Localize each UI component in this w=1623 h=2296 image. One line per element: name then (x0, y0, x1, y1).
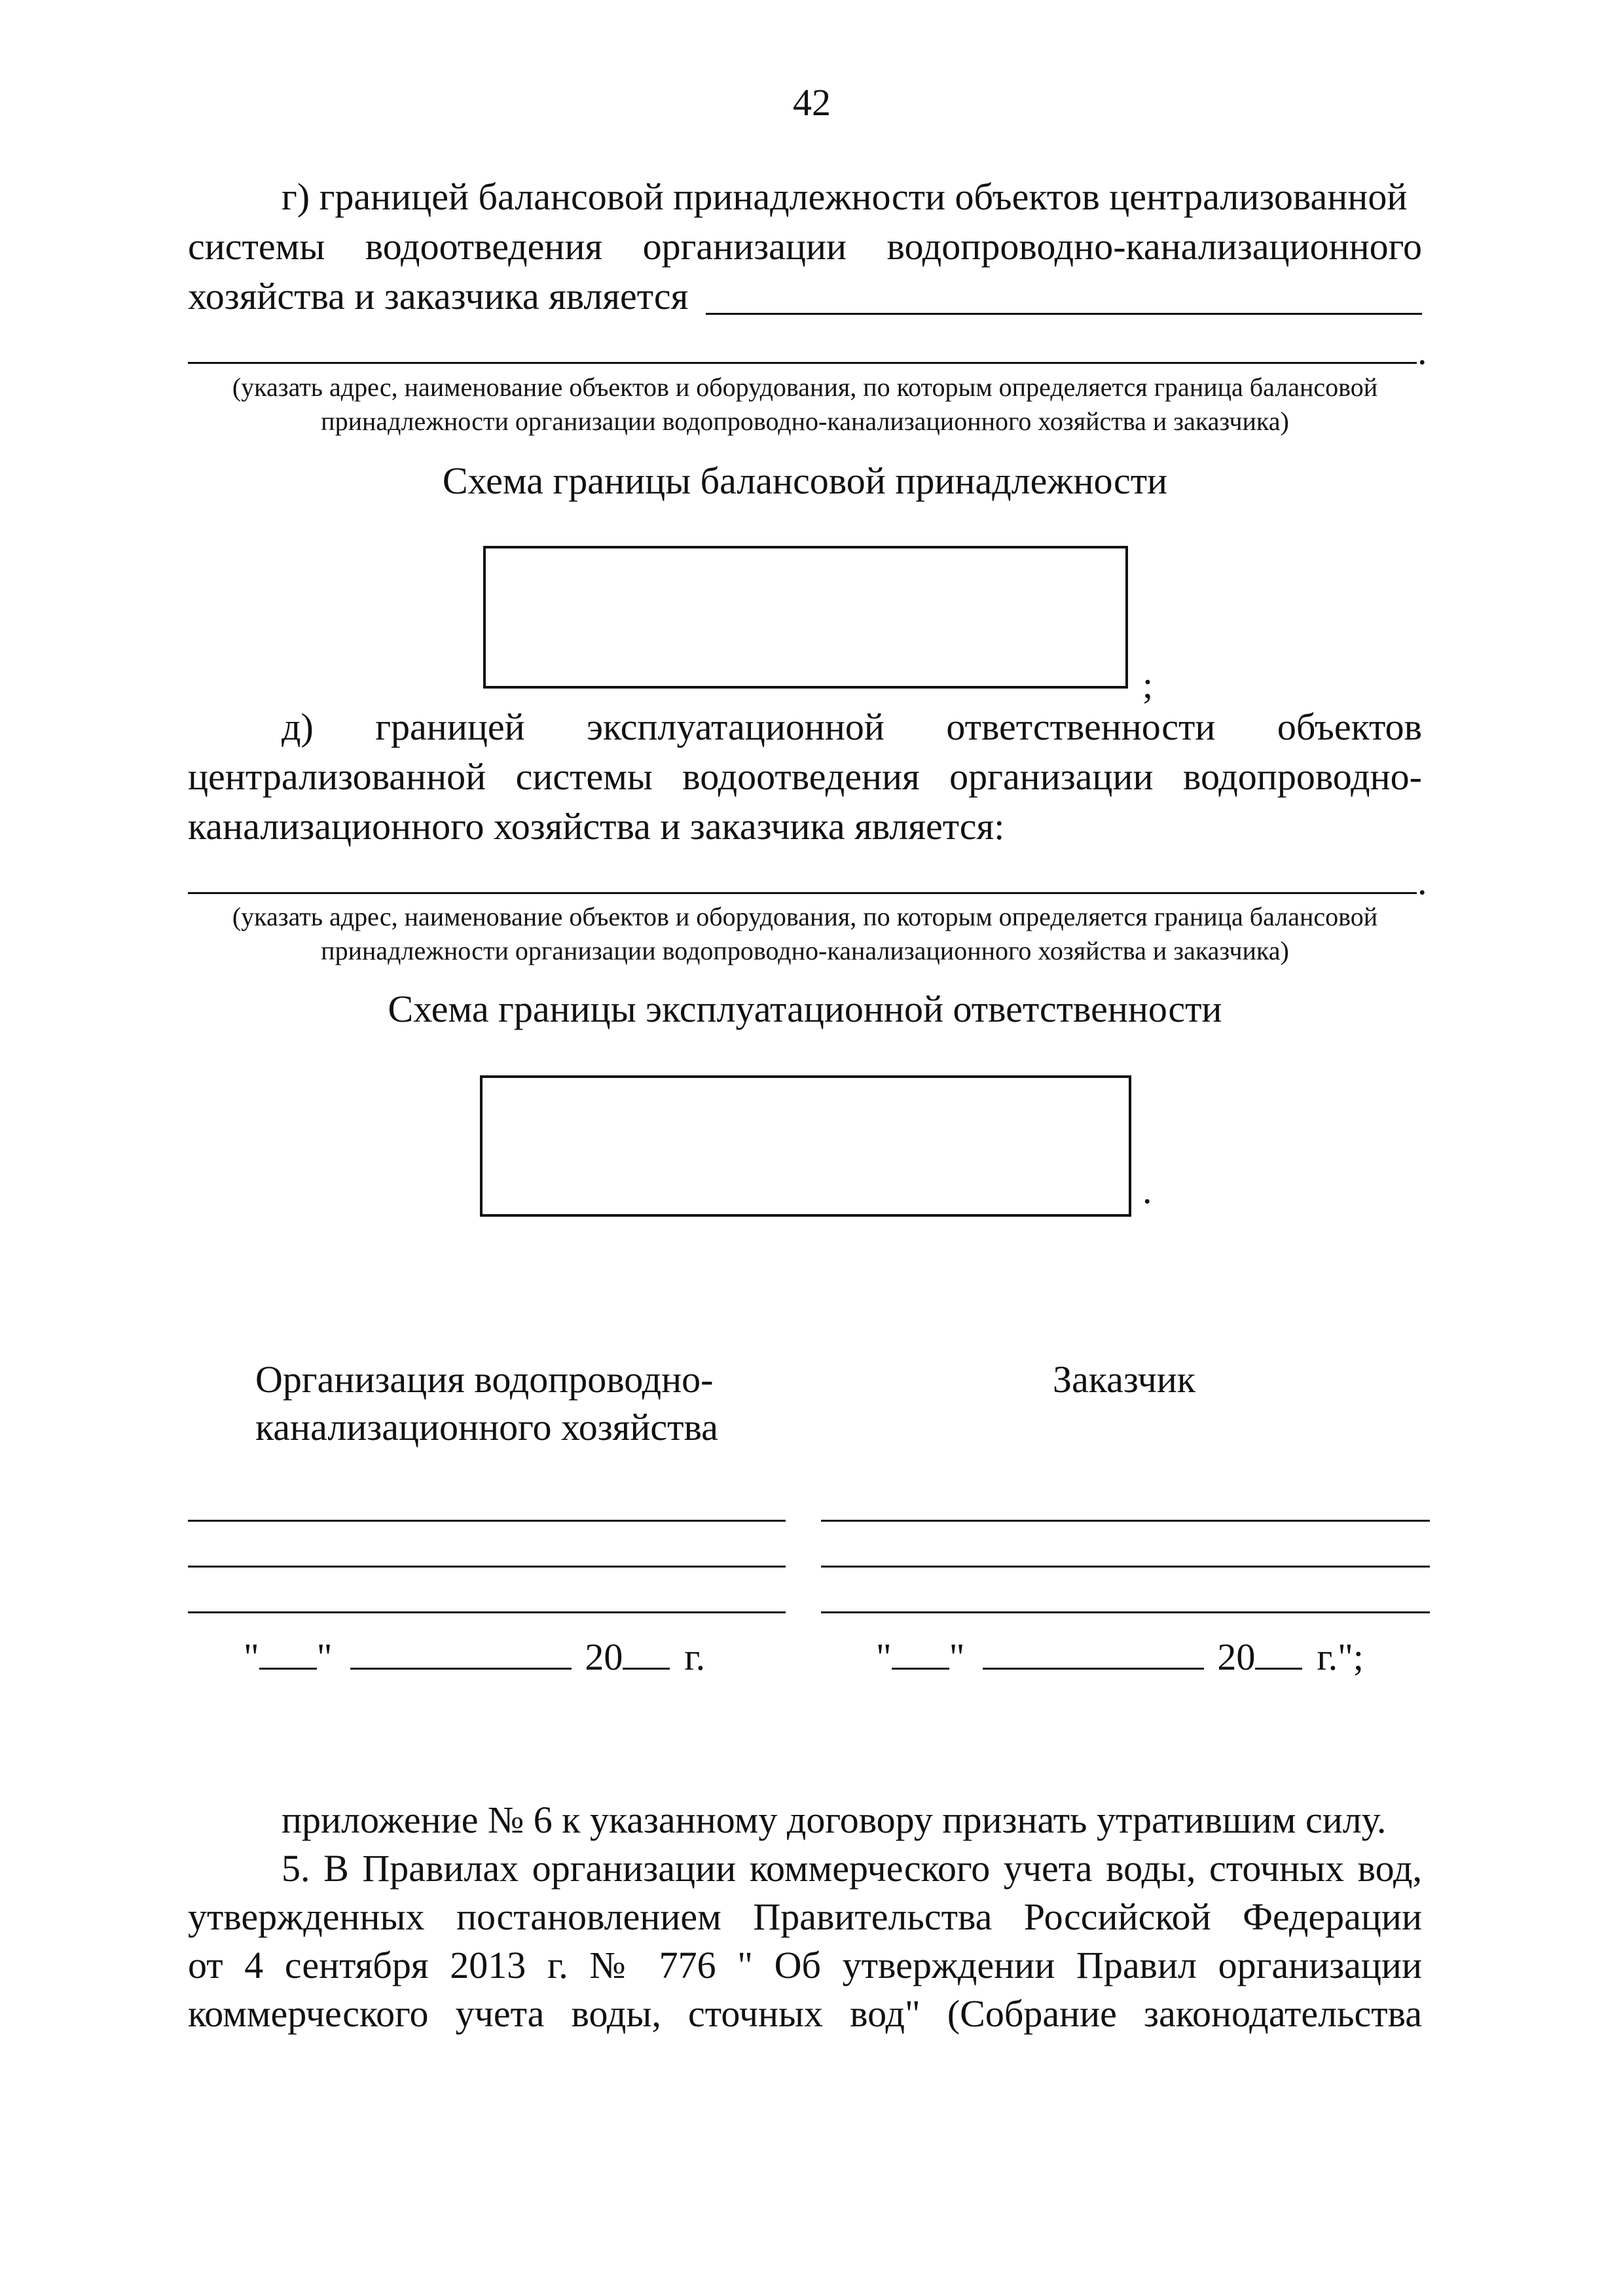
scheme1-title: Схема границы балансовой принадлежности (442, 459, 1168, 502)
left-signatory-title-1: Организация водопроводно- (255, 1358, 714, 1401)
note1-line1: (указать адрес, наименование объектов и оборудования, по которым определяется граница балансовой (232, 372, 1378, 402)
left-signature-line-2 (188, 1566, 786, 1568)
right-signature-line-2 (821, 1566, 1430, 1568)
scheme2-dot: . (1142, 1169, 1152, 1211)
section-g-fill-line-1 (706, 313, 1422, 315)
left-signature-line-3 (188, 1611, 786, 1613)
right-signatory-title: Заказчик (1053, 1358, 1195, 1401)
right-date-year: 20 (1217, 1636, 1256, 1678)
section-d-line2: централизованной системы водоотведения организации водопроводно- (188, 755, 1422, 798)
right-date-year-blank (1255, 1636, 1302, 1670)
note2-line1: (указать адрес, наименование объектов и оборудования, по которым определяется граница балансовой (232, 902, 1378, 931)
left-date-line (244, 1636, 705, 1676)
closing-line3: утвержденных постановлением Правительства Российской Федерации (188, 1895, 1422, 1938)
scheme1-semicolon: ; (1142, 664, 1154, 706)
right-date-quote-open: " (876, 1636, 892, 1678)
closing-line1: приложение № 6 к указанному договору признать утратившим силу. (282, 1799, 1387, 1841)
section-g-line1: г) границей балансовой принадлежности объектов централизованной (282, 175, 1408, 218)
right-signature-line-1 (821, 1520, 1430, 1522)
section-d-line1: д) границей эксплуатационной ответственности объектов (282, 706, 1422, 748)
closing-line4: от 4 сентября 2013 г. № 776 " Об утверждении Правил организации (188, 1944, 1422, 1986)
closing-line5: коммерческого учета воды, сточных вод" (Собрание законодательства (188, 1992, 1422, 2035)
note2-line2: принадлежности организации водопроводно-канализационного хозяйства и заказчика) (321, 936, 1289, 965)
section-g-line3: хозяйства и заказчика является (188, 275, 689, 317)
scheme2-box (480, 1075, 1131, 1217)
right-signature-line-3 (821, 1611, 1430, 1613)
note1-line2: принадлежности организации водопроводно-канализационного хозяйства и заказчика) (321, 406, 1289, 436)
section-g-fill-line-2 (188, 362, 1417, 364)
left-date-quote-close: " (316, 1636, 333, 1678)
right-date-day-blank (892, 1636, 949, 1670)
left-date-month-blank (350, 1636, 572, 1670)
left-date-quote-open: " (244, 1636, 259, 1678)
section-g-end-dot: . (1417, 330, 1427, 372)
left-date-suffix: г. (684, 1636, 706, 1678)
left-date-year: 20 (585, 1636, 623, 1678)
section-d-line3: канализационного хозяйства и заказчика является: (188, 805, 1005, 848)
section-g-line2: системы водоотведения организации водопроводно-канализационного (188, 225, 1422, 268)
section-d-end-dot: . (1417, 860, 1427, 903)
left-date-year-blank (623, 1636, 670, 1670)
left-signature-line-1 (188, 1520, 786, 1522)
right-date-quote-close: " (949, 1636, 965, 1678)
left-signatory-title-2: канализационного хозяйства (255, 1406, 718, 1448)
section-d-fill-line (188, 892, 1417, 894)
scheme1-box (483, 546, 1128, 689)
right-date-month-blank (983, 1636, 1204, 1670)
closing-line2: 5. В Правилах организации коммерческого учета воды, сточных вод, (282, 1847, 1422, 1890)
page-number: 42 (793, 81, 831, 124)
left-date-day-blank (259, 1636, 317, 1670)
right-date-suffix: г."; (1317, 1636, 1364, 1678)
scheme2-title: Схема границы эксплуатационной ответственности (388, 988, 1222, 1030)
right-date-line (876, 1636, 1364, 1676)
